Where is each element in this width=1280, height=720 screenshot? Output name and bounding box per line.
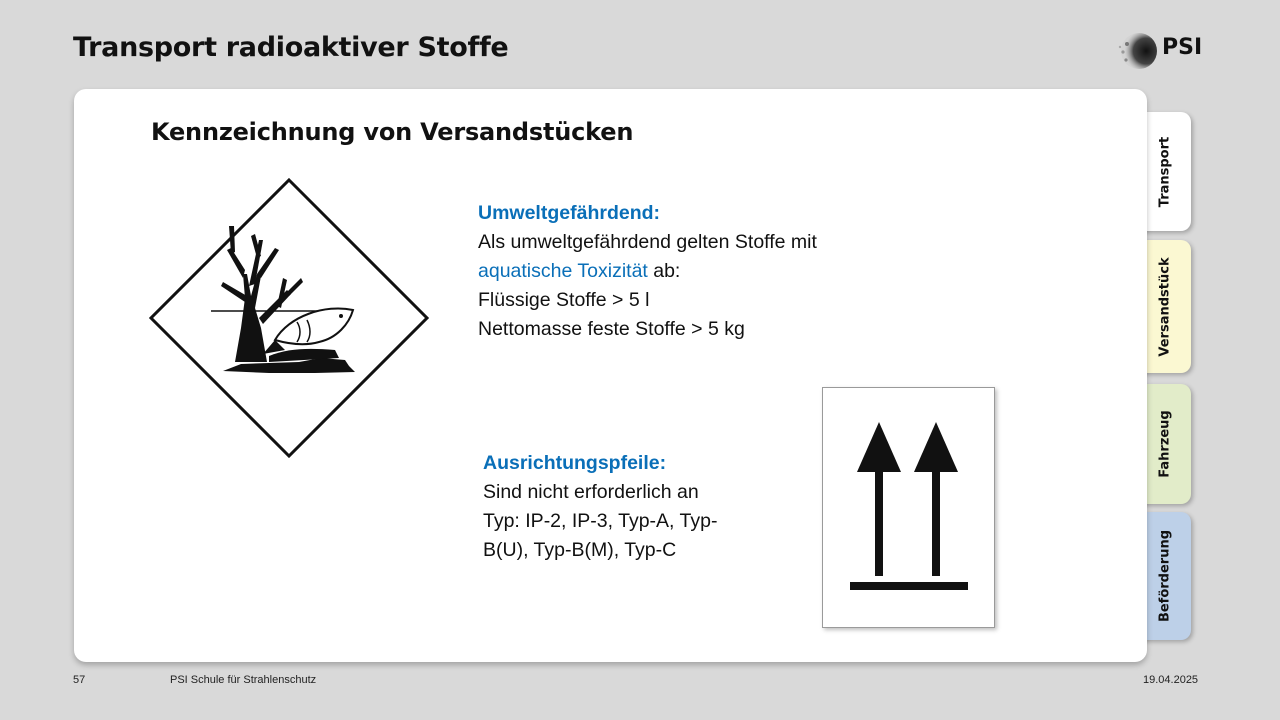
logo-text: PSI bbox=[1162, 35, 1203, 60]
umwelt-line-2 bbox=[478, 257, 948, 286]
aquatic-toxicity-link[interactable]: aquatische Toxizität bbox=[478, 260, 648, 282]
pfeile-line-2: Typ: IP-2, IP-3, Typ-A, Typ- bbox=[483, 510, 718, 532]
umwelt-line-1: Als umweltgefährdend gelten Stoffe mit bbox=[478, 231, 817, 253]
content-card bbox=[74, 89, 1147, 662]
footer-date: 19.04.2025 bbox=[1143, 674, 1199, 686]
page-number: 57 bbox=[73, 674, 86, 686]
pfeile-text-block bbox=[483, 449, 793, 565]
pfeile-line-3: B(U), Typ-B(M), Typ-C bbox=[483, 539, 677, 561]
umwelt-line-4: Nettomasse feste Stoffe > 5 kg bbox=[478, 318, 745, 340]
umwelt-line-2-rest: ab: bbox=[647, 260, 681, 282]
umwelt-line-3: Flüssige Stoffe > 5 l bbox=[478, 289, 650, 311]
environment-hazard-icon bbox=[149, 178, 429, 458]
tab-befoerderung-label: Beförderung bbox=[1157, 529, 1172, 623]
umwelt-text-block bbox=[478, 199, 948, 344]
pfeile-line-1: Sind nicht erforderlich an bbox=[483, 481, 699, 503]
slide-title: Transport radioaktiver Stoffe bbox=[73, 32, 509, 63]
this-way-up-arrows-icon bbox=[823, 388, 994, 627]
footer-organization: PSI Schule für Strahlenschutz bbox=[170, 674, 317, 686]
psi-logo-icon bbox=[1113, 30, 1159, 72]
section-title: Kennzeichnung von Versandstücken bbox=[151, 118, 634, 146]
umwelt-heading: Umweltgefährdend: bbox=[478, 202, 661, 224]
this-way-up-label bbox=[822, 387, 995, 628]
tab-transport-label: Transport bbox=[1157, 136, 1172, 207]
tab-fahrzeug-label: Fahrzeug bbox=[1157, 410, 1172, 478]
pfeile-heading: Ausrichtungspfeile: bbox=[483, 452, 667, 474]
psi-logo bbox=[1113, 30, 1213, 72]
tab-versandstueck-label: Versandstück bbox=[1157, 256, 1172, 357]
